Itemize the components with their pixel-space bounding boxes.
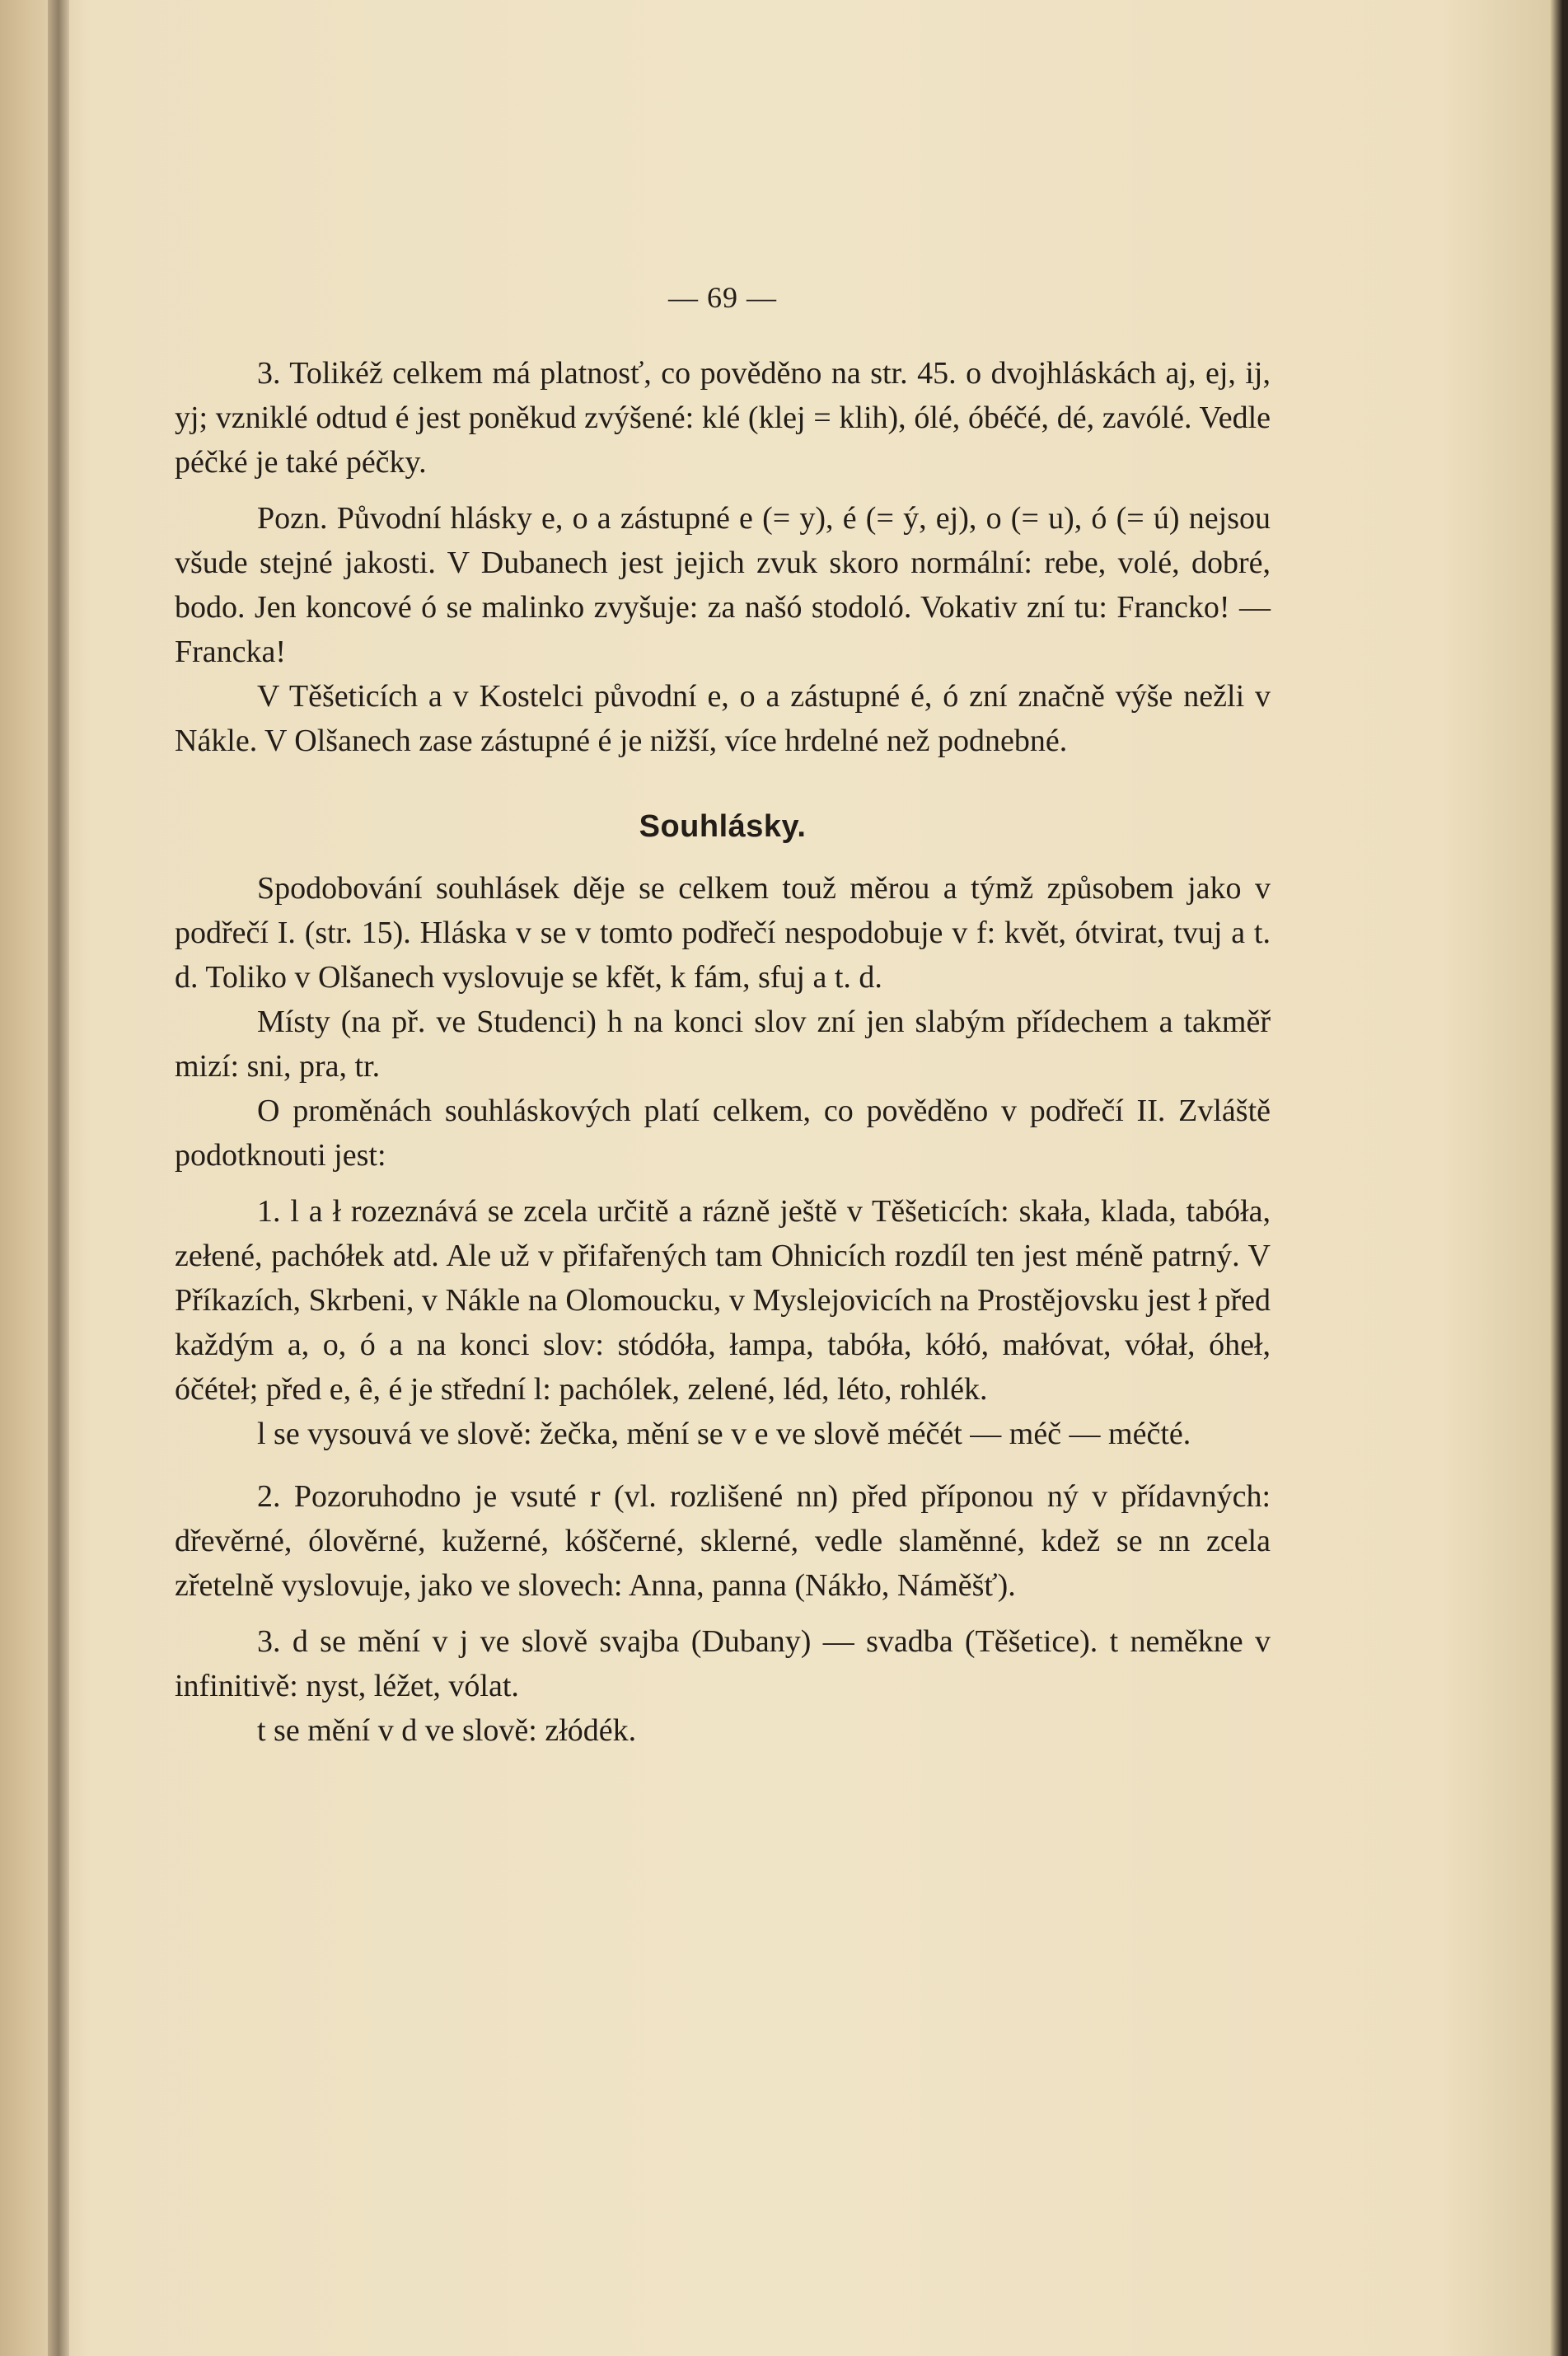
paragraph-teseticich: V Těšeticích a v Kostelci původní e, o a zástupné é, ó zní značně výše nežli v Nákle. V Olšanech zase zástupné é je nižší, více hrdelné než podnebné. xyxy=(175,679,1271,758)
section-heading: Souhlásky. xyxy=(639,809,807,844)
paragraph-point-3: 3. d se mění v j ve slově svajba (Dubany) — svadba (Těšetice). t neměkne v infinitivě: nyst, léžet, vólat. xyxy=(175,1624,1271,1703)
paragraph-l-drop: l se vysouvá ve slově: žečka, mění se v e ve slově méčét — méč — méčté. xyxy=(257,1417,1191,1451)
page-body xyxy=(175,280,1271,1753)
book-binding xyxy=(48,0,69,2356)
paragraph-diphthongs: 3. Tolikéž celkem má platnosť, co pověděno na str. 45. o dvojhláskách aj, ej, ij, yj; vzniklé odtud é jest poněkud zvýšené: klé (klej = klih), ólé, óbéčé, dé, zavólé. Vedle péčké je také péčky. xyxy=(175,356,1271,480)
paragraph-point-1: 1. l a ł rozeznává se zcela určitě a rázně ještě v Těšeticích: skała, klada, tabóła, zełené, pachółek atd. Ale už v přifařených tam Ohnicích rozdíl ten jest méně patrný. V Příkazích, Skrbeni, v Nákle na Olomoucku, v Myslejovicích na Prostějovsku jest ł před každým a, o, ó a na konci slov: stódóła, łampa, tabóła, kółó, małóvat, vółał, óheł, óčéteł; před e, ê, é je střední l: pachólek, zelené, léd, léto, rohlék. xyxy=(175,1194,1271,1407)
page-number: — 69 — xyxy=(668,281,777,314)
paragraph-t-change: t se mění v d ve slově: złódék. xyxy=(257,1713,637,1748)
paragraph-note: Pozn. Původní hlásky e, o a zástupné e (= y), é (= ý, ej), o (= u), ó (= ú) nejsou všude stejné jakosti. V Dubanech jest jejich zvuk skoro normální: rebe, volé, dobré, bodo. Jen koncové ó se malinko zvyšuje: za našó stodoló. Vokativ zní tu: Francko! — Francka! xyxy=(175,501,1271,669)
paragraph-changes: O proměnách souhláskových platí celkem, co pověděno v podřečí II. Zvláště podotknouti jest: xyxy=(175,1094,1271,1173)
paragraph-h-ending: Místy (na př. ve Studenci) h na konci slov zní jen slabým přídechem a takměř mizí: sni, pra, tr. xyxy=(175,1005,1271,1084)
page-edge xyxy=(1550,0,1568,2356)
paragraph-point-2: 2. Pozoruhodno je vsuté r (vl. rozlišené nn) před příponou ný v přídavných: dřevěrné, ólověrné, kužerné, kóščerné, sklerné, vedle slaměnné, kdež se nn zcela zřetelně vyslovuje, jako ve slovech: Anna, panna (Nákło, Náměšť). xyxy=(175,1479,1271,1603)
paragraph-assimilation: Spodobování souhlásek děje se celkem touž měrou a týmž způsobem jako v podřečí I. (str. 15). Hláska v se v tomto podřečí nespodobuje v f: květ, ótvirat, tvuj a t. d. Toliko v Olšanech vyslovuje se kfět, k fám, sfuj a t. d. xyxy=(175,871,1271,995)
